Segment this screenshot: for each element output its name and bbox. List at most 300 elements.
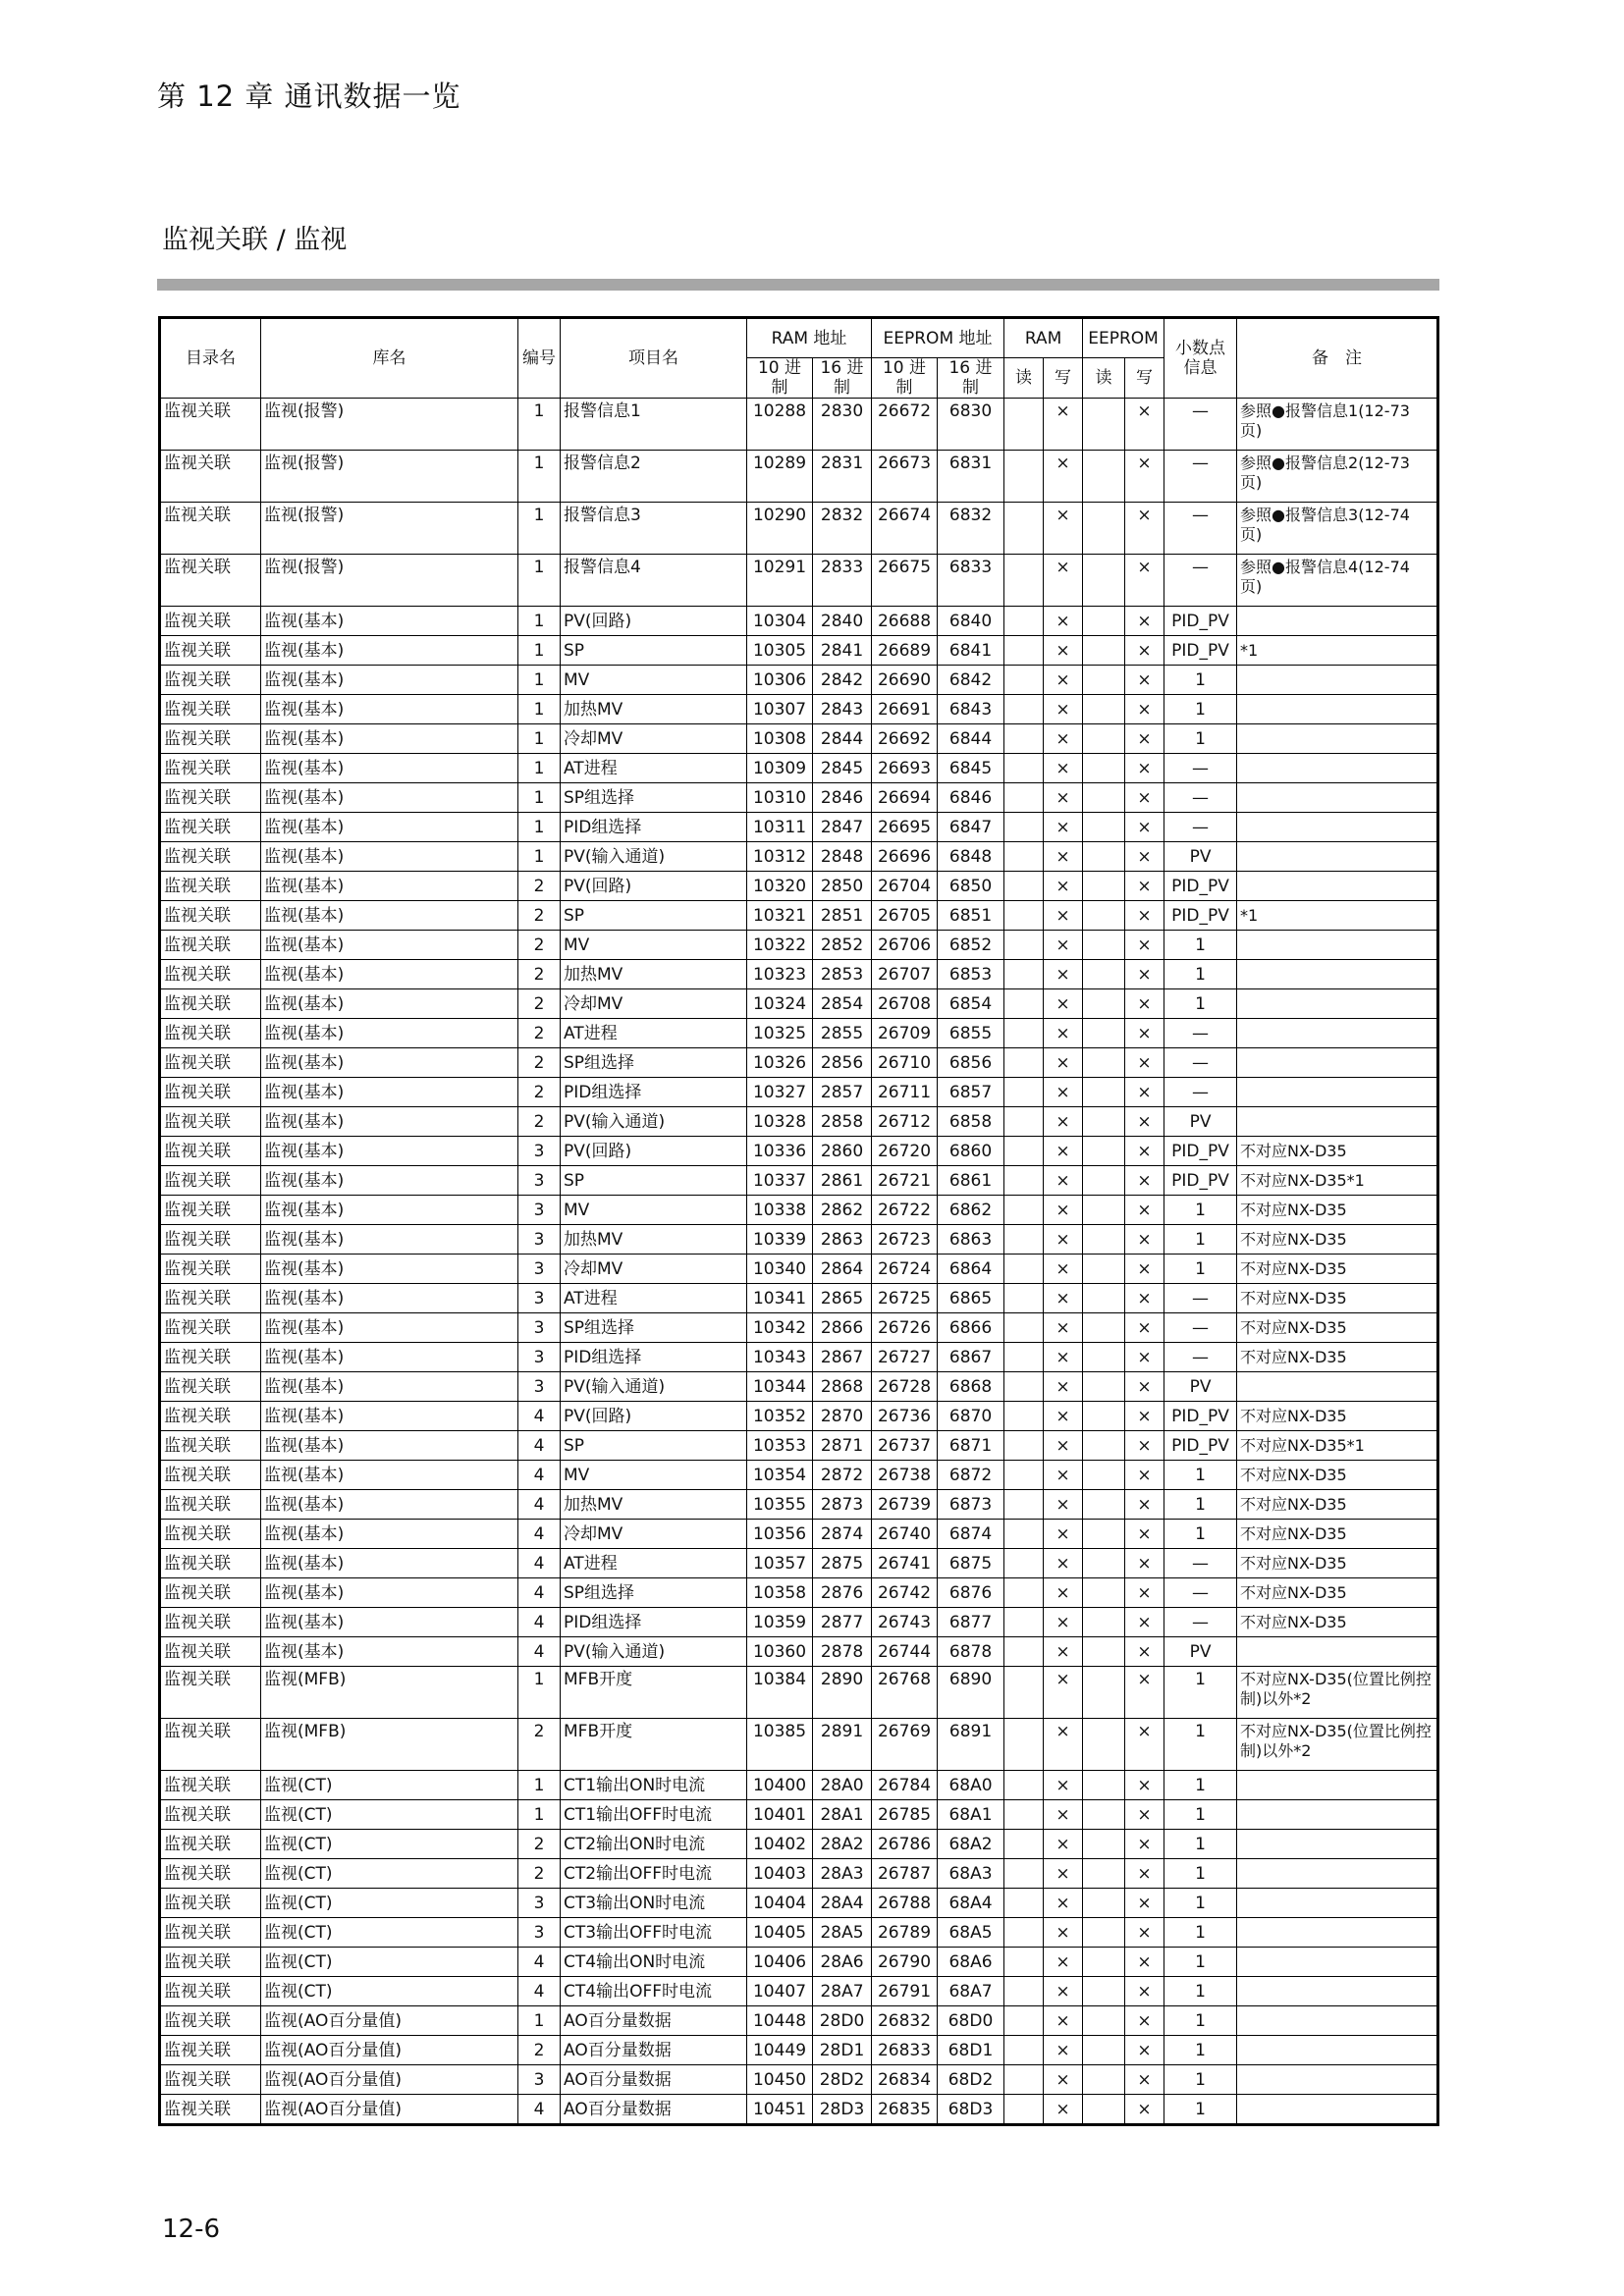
cell-ram-read — [1004, 783, 1044, 813]
cell-decimal: PID_PV — [1164, 636, 1237, 666]
table-row — [160, 1166, 1438, 1196]
cell-ram-hex: 2877 — [813, 1608, 872, 1637]
cell-eeprom-hex: 6874 — [938, 1520, 1004, 1549]
cell-ram-hex: 28D3 — [813, 2095, 872, 2125]
cell-eeprom-read — [1083, 1667, 1125, 1719]
cell-number: 3 — [518, 1225, 561, 1255]
cell-item: PV(回路) — [561, 1137, 747, 1166]
header-eeprom-read: 读 — [1083, 358, 1125, 399]
cell-library: 监视(基本) — [261, 1431, 518, 1461]
cell-remarks: 不对应NX-D35 — [1237, 1343, 1438, 1372]
cell-number: 4 — [518, 1948, 561, 1977]
cell-eeprom-read — [1083, 1019, 1125, 1048]
cell-category: 监视关联 — [160, 1859, 261, 1889]
cell-remarks — [1237, 2065, 1438, 2095]
cell-eeprom-dec: 26704 — [872, 872, 938, 901]
cell-remarks — [1237, 2006, 1438, 2036]
cell-item: AT进程 — [561, 754, 747, 783]
cell-ram-write: × — [1044, 1137, 1083, 1166]
table-row — [160, 1719, 1438, 1771]
cell-eeprom-dec: 26728 — [872, 1372, 938, 1402]
table-row — [160, 1667, 1438, 1719]
cell-ram-read — [1004, 2006, 1044, 2036]
cell-eeprom-read — [1083, 1461, 1125, 1490]
cell-eeprom-dec: 26784 — [872, 1771, 938, 1800]
cell-eeprom-hex: 6870 — [938, 1402, 1004, 1431]
cell-item: PID组选择 — [561, 1608, 747, 1637]
cell-decimal: — — [1164, 1578, 1237, 1608]
chapter-title: 第 12 章 通讯数据一览 — [157, 80, 461, 113]
cell-ram-hex: 2891 — [813, 1719, 872, 1771]
cell-library: 监视(基本) — [261, 1048, 518, 1078]
cell-eeprom-read — [1083, 1402, 1125, 1431]
cell-item: CT2输出OFF时电流 — [561, 1859, 747, 1889]
cell-eeprom-hex: 68A5 — [938, 1918, 1004, 1948]
table-row — [160, 842, 1438, 872]
cell-eeprom-write: × — [1125, 1461, 1164, 1490]
cell-number: 1 — [518, 636, 561, 666]
cell-ram-dec: 10323 — [747, 960, 813, 989]
cell-ram-write: × — [1044, 1800, 1083, 1830]
cell-ram-write: × — [1044, 1977, 1083, 2006]
cell-remarks: 参照●报警信息2(12-73 页) — [1237, 451, 1438, 503]
cell-category: 监视关联 — [160, 1284, 261, 1313]
cell-ram-dec: 10448 — [747, 2006, 813, 2036]
cell-category: 监视关联 — [160, 1225, 261, 1255]
cell-remarks: 不对应NX-D35 — [1237, 1313, 1438, 1343]
cell-library: 监视(基本) — [261, 813, 518, 842]
cell-eeprom-read — [1083, 2036, 1125, 2065]
cell-eeprom-read — [1083, 1977, 1125, 2006]
cell-ram-read — [1004, 1490, 1044, 1520]
cell-eeprom-write: × — [1125, 666, 1164, 695]
cell-ram-hex: 2845 — [813, 754, 872, 783]
cell-number: 4 — [518, 1490, 561, 1520]
cell-ram-dec: 10306 — [747, 666, 813, 695]
cell-eeprom-write: × — [1125, 1667, 1164, 1719]
cell-eeprom-dec: 26726 — [872, 1313, 938, 1343]
cell-eeprom-dec: 26711 — [872, 1078, 938, 1107]
cell-decimal: 1 — [1164, 2036, 1237, 2065]
cell-remarks — [1237, 724, 1438, 754]
cell-eeprom-dec: 26725 — [872, 1284, 938, 1313]
cell-eeprom-write: × — [1125, 1313, 1164, 1343]
section-divider — [157, 279, 1439, 291]
cell-decimal: 1 — [1164, 1196, 1237, 1225]
cell-item: 加热MV — [561, 695, 747, 724]
cell-ram-read — [1004, 1019, 1044, 1048]
cell-item: CT2输出ON时电流 — [561, 1830, 747, 1859]
cell-ram-write: × — [1044, 1313, 1083, 1343]
cell-eeprom-write: × — [1125, 1255, 1164, 1284]
cell-ram-hex: 2847 — [813, 813, 872, 842]
cell-ram-dec: 10322 — [747, 931, 813, 960]
cell-ram-write: × — [1044, 1166, 1083, 1196]
cell-ram-hex: 2862 — [813, 1196, 872, 1225]
cell-ram-dec: 10385 — [747, 1719, 813, 1771]
table-row — [160, 754, 1438, 783]
cell-decimal: PV — [1164, 1637, 1237, 1667]
cell-ram-hex: 28A7 — [813, 1977, 872, 2006]
cell-ram-read — [1004, 960, 1044, 989]
cell-ram-dec: 10450 — [747, 2065, 813, 2095]
cell-number: 1 — [518, 399, 561, 451]
cell-remarks: 不对应NX-D35 — [1237, 1578, 1438, 1608]
cell-ram-write: × — [1044, 666, 1083, 695]
table-row — [160, 1918, 1438, 1948]
cell-category: 监视关联 — [160, 1771, 261, 1800]
cell-decimal: 1 — [1164, 2065, 1237, 2095]
cell-ram-write: × — [1044, 2006, 1083, 2036]
cell-eeprom-read — [1083, 1137, 1125, 1166]
cell-number: 2 — [518, 989, 561, 1019]
cell-number: 3 — [518, 2065, 561, 2095]
cell-eeprom-dec: 26721 — [872, 1166, 938, 1196]
table-row — [160, 1196, 1438, 1225]
cell-ram-read — [1004, 754, 1044, 783]
table-row — [160, 1019, 1438, 1048]
cell-eeprom-read — [1083, 1800, 1125, 1830]
cell-decimal: — — [1164, 1019, 1237, 1048]
cell-item: 冷却MV — [561, 1520, 747, 1549]
cell-eeprom-dec: 26737 — [872, 1431, 938, 1461]
cell-library: 监视(基本) — [261, 960, 518, 989]
cell-eeprom-dec: 26673 — [872, 451, 938, 503]
cell-remarks — [1237, 1078, 1438, 1107]
cell-decimal: 1 — [1164, 2006, 1237, 2036]
cell-ram-hex: 2873 — [813, 1490, 872, 1520]
cell-decimal: 1 — [1164, 1800, 1237, 1830]
cell-eeprom-hex: 6867 — [938, 1343, 1004, 1372]
cell-eeprom-read — [1083, 1343, 1125, 1372]
cell-eeprom-write: × — [1125, 724, 1164, 754]
cell-ram-dec: 10352 — [747, 1402, 813, 1431]
cell-ram-dec: 10340 — [747, 1255, 813, 1284]
cell-ram-read — [1004, 1948, 1044, 1977]
cell-ram-hex: 2846 — [813, 783, 872, 813]
cell-ram-hex: 28A1 — [813, 1800, 872, 1830]
cell-eeprom-dec: 26736 — [872, 1402, 938, 1431]
cell-ram-read — [1004, 1402, 1044, 1431]
cell-remarks: 不对应NX-D35 — [1237, 1520, 1438, 1549]
cell-eeprom-dec: 26695 — [872, 813, 938, 842]
table-row — [160, 1830, 1438, 1859]
table-row — [160, 666, 1438, 695]
cell-ram-dec: 10402 — [747, 1830, 813, 1859]
cell-eeprom-hex: 68A1 — [938, 1800, 1004, 1830]
cell-eeprom-read — [1083, 1313, 1125, 1343]
header-item: 项目名 — [561, 318, 747, 399]
cell-ram-dec: 10311 — [747, 813, 813, 842]
cell-item: SP — [561, 1431, 747, 1461]
cell-remarks — [1237, 1019, 1438, 1048]
cell-library: 监视(基本) — [261, 666, 518, 695]
cell-category: 监视关联 — [160, 1343, 261, 1372]
cell-eeprom-dec: 26723 — [872, 1225, 938, 1255]
cell-eeprom-read — [1083, 1578, 1125, 1608]
cell-eeprom-dec: 26835 — [872, 2095, 938, 2125]
cell-ram-dec: 10407 — [747, 1977, 813, 2006]
cell-ram-write: × — [1044, 1608, 1083, 1637]
table-row — [160, 1578, 1438, 1608]
cell-ram-write: × — [1044, 1225, 1083, 1255]
cell-eeprom-write: × — [1125, 783, 1164, 813]
cell-number: 4 — [518, 1578, 561, 1608]
table-row — [160, 695, 1438, 724]
cell-category: 监视关联 — [160, 1196, 261, 1225]
cell-category: 监视关联 — [160, 636, 261, 666]
cell-decimal: — — [1164, 503, 1237, 555]
cell-eeprom-write: × — [1125, 1078, 1164, 1107]
cell-ram-dec: 10358 — [747, 1578, 813, 1608]
cell-ram-write: × — [1044, 1343, 1083, 1372]
cell-library: 监视(基本) — [261, 1608, 518, 1637]
cell-decimal: 1 — [1164, 695, 1237, 724]
cell-eeprom-dec: 26689 — [872, 636, 938, 666]
cell-ram-hex: 2855 — [813, 1019, 872, 1048]
table-row — [160, 1107, 1438, 1137]
cell-decimal: 1 — [1164, 666, 1237, 695]
cell-ram-hex: 2853 — [813, 960, 872, 989]
cell-eeprom-write: × — [1125, 2006, 1164, 2036]
cell-eeprom-write: × — [1125, 695, 1164, 724]
cell-item: SP组选择 — [561, 1578, 747, 1608]
cell-item: 报警信息1 — [561, 399, 747, 451]
cell-eeprom-write: × — [1125, 931, 1164, 960]
cell-eeprom-dec: 26708 — [872, 989, 938, 1019]
cell-eeprom-hex: 6855 — [938, 1019, 1004, 1048]
cell-library: 监视(基本) — [261, 1225, 518, 1255]
cell-eeprom-dec: 26675 — [872, 555, 938, 607]
cell-item: CT1输出OFF时电流 — [561, 1800, 747, 1830]
cell-item: CT1输出ON时电流 — [561, 1771, 747, 1800]
cell-ram-dec: 10343 — [747, 1343, 813, 1372]
cell-eeprom-write: × — [1125, 1372, 1164, 1402]
cell-eeprom-dec: 26707 — [872, 960, 938, 989]
cell-ram-dec: 10288 — [747, 399, 813, 451]
cell-library: 监视(基本) — [261, 1402, 518, 1431]
cell-category: 监视关联 — [160, 2065, 261, 2095]
cell-ram-hex: 2833 — [813, 555, 872, 607]
cell-remarks: *1 — [1237, 901, 1438, 931]
cell-eeprom-read — [1083, 872, 1125, 901]
cell-ram-dec: 10290 — [747, 503, 813, 555]
cell-item: AT进程 — [561, 1549, 747, 1578]
cell-item: PID组选择 — [561, 813, 747, 842]
cell-eeprom-read — [1083, 1830, 1125, 1859]
cell-category: 监视关联 — [160, 2006, 261, 2036]
header-ram-read: 读 — [1004, 358, 1044, 399]
cell-eeprom-write: × — [1125, 1830, 1164, 1859]
cell-ram-dec: 10355 — [747, 1490, 813, 1520]
cell-ram-write: × — [1044, 1667, 1083, 1719]
cell-eeprom-hex: 6873 — [938, 1490, 1004, 1520]
cell-eeprom-write: × — [1125, 813, 1164, 842]
cell-item: 冷却MV — [561, 724, 747, 754]
cell-item: PV(回路) — [561, 607, 747, 636]
cell-eeprom-write: × — [1125, 1608, 1164, 1637]
cell-library: 监视(AO百分量值) — [261, 2095, 518, 2125]
cell-ram-write: × — [1044, 960, 1083, 989]
cell-ram-dec: 10400 — [747, 1771, 813, 1800]
cell-eeprom-read — [1083, 1225, 1125, 1255]
cell-ram-dec: 10339 — [747, 1225, 813, 1255]
cell-ram-dec: 10449 — [747, 2036, 813, 2065]
cell-category: 监视关联 — [160, 607, 261, 636]
cell-decimal: 1 — [1164, 1667, 1237, 1719]
cell-ram-write: × — [1044, 1918, 1083, 1948]
cell-eeprom-hex: 6846 — [938, 783, 1004, 813]
cell-eeprom-dec: 26788 — [872, 1889, 938, 1918]
cell-ram-read — [1004, 1578, 1044, 1608]
cell-eeprom-dec: 26709 — [872, 1019, 938, 1048]
cell-ram-read — [1004, 2065, 1044, 2095]
cell-library: 监视(报警) — [261, 503, 518, 555]
cell-eeprom-hex: 68A0 — [938, 1771, 1004, 1800]
cell-eeprom-hex: 6844 — [938, 724, 1004, 754]
cell-eeprom-write: × — [1125, 1637, 1164, 1667]
cell-remarks — [1237, 1372, 1438, 1402]
table-row — [160, 783, 1438, 813]
cell-eeprom-write: × — [1125, 1431, 1164, 1461]
cell-ram-dec: 10384 — [747, 1667, 813, 1719]
cell-item: SP — [561, 636, 747, 666]
cell-eeprom-dec: 26712 — [872, 1107, 938, 1137]
cell-ram-write: × — [1044, 842, 1083, 872]
table-row — [160, 1608, 1438, 1637]
cell-ram-read — [1004, 931, 1044, 960]
table-row — [160, 1137, 1438, 1166]
cell-category: 监视关联 — [160, 783, 261, 813]
cell-category: 监视关联 — [160, 503, 261, 555]
cell-item: AO百分量数据 — [561, 2006, 747, 2036]
cell-number: 2 — [518, 1019, 561, 1048]
cell-eeprom-hex: 6891 — [938, 1719, 1004, 1771]
cell-eeprom-read — [1083, 931, 1125, 960]
cell-decimal: 1 — [1164, 1859, 1237, 1889]
header-eeprom-hex: 16 进制 — [938, 358, 1004, 399]
cell-ram-read — [1004, 1107, 1044, 1137]
cell-eeprom-read — [1083, 636, 1125, 666]
cell-item: SP — [561, 901, 747, 931]
cell-ram-write: × — [1044, 1107, 1083, 1137]
cell-category: 监视关联 — [160, 1637, 261, 1667]
cell-eeprom-hex: 6851 — [938, 901, 1004, 931]
cell-remarks: 不对应NX-D35 — [1237, 1255, 1438, 1284]
cell-ram-write: × — [1044, 1520, 1083, 1549]
cell-remarks — [1237, 872, 1438, 901]
cell-number: 3 — [518, 1372, 561, 1402]
cell-library: 监视(基本) — [261, 1520, 518, 1549]
cell-eeprom-write: × — [1125, 1166, 1164, 1196]
cell-ram-read — [1004, 901, 1044, 931]
cell-ram-hex: 28D0 — [813, 2006, 872, 2036]
cell-eeprom-read — [1083, 1771, 1125, 1800]
cell-number: 4 — [518, 2095, 561, 2125]
cell-decimal: 1 — [1164, 1889, 1237, 1918]
cell-ram-read — [1004, 636, 1044, 666]
cell-remarks: 不对应NX-D35(位置比例控制)以外*2 — [1237, 1667, 1438, 1719]
cell-decimal: 1 — [1164, 1520, 1237, 1549]
cell-decimal: PID_PV — [1164, 1166, 1237, 1196]
cell-item: AO百分量数据 — [561, 2065, 747, 2095]
cell-category: 监视关联 — [160, 1490, 261, 1520]
cell-library: 监视(AO百分量值) — [261, 2036, 518, 2065]
cell-ram-dec: 10328 — [747, 1107, 813, 1137]
cell-decimal: 1 — [1164, 1255, 1237, 1284]
cell-eeprom-hex: 6853 — [938, 960, 1004, 989]
cell-ram-read — [1004, 1667, 1044, 1719]
cell-ram-write: × — [1044, 1431, 1083, 1461]
cell-ram-hex: 28A2 — [813, 1830, 872, 1859]
cell-ram-write: × — [1044, 695, 1083, 724]
table-row — [160, 1977, 1438, 2006]
cell-library: 监视(基本) — [261, 1284, 518, 1313]
section-title: 监视关联 / 监视 — [162, 225, 348, 255]
cell-ram-read — [1004, 1284, 1044, 1313]
cell-number: 3 — [518, 1889, 561, 1918]
cell-library: 监视(基本) — [261, 1078, 518, 1107]
cell-number: 2 — [518, 1830, 561, 1859]
cell-item: PV(回路) — [561, 872, 747, 901]
table-body — [160, 399, 1438, 2125]
cell-remarks: 不对应NX-D35*1 — [1237, 1166, 1438, 1196]
cell-ram-hex: 2850 — [813, 872, 872, 901]
cell-ram-read — [1004, 1918, 1044, 1948]
cell-decimal: PID_PV — [1164, 1402, 1237, 1431]
cell-decimal: PID_PV — [1164, 607, 1237, 636]
cell-eeprom-hex: 68A6 — [938, 1948, 1004, 1977]
cell-category: 监视关联 — [160, 1948, 261, 1977]
cell-remarks — [1237, 1889, 1438, 1918]
cell-eeprom-hex: 68A2 — [938, 1830, 1004, 1859]
cell-eeprom-hex: 6831 — [938, 451, 1004, 503]
cell-eeprom-dec: 26694 — [872, 783, 938, 813]
cell-eeprom-read — [1083, 1078, 1125, 1107]
cell-eeprom-dec: 26692 — [872, 724, 938, 754]
cell-ram-hex: 2864 — [813, 1255, 872, 1284]
table-row — [160, 1520, 1438, 1549]
cell-ram-hex: 28A5 — [813, 1918, 872, 1948]
cell-library: 监视(CT) — [261, 1771, 518, 1800]
cell-ram-hex: 2831 — [813, 451, 872, 503]
cell-eeprom-dec: 26787 — [872, 1859, 938, 1889]
cell-number: 2 — [518, 1078, 561, 1107]
cell-ram-read — [1004, 1196, 1044, 1225]
cell-remarks — [1237, 754, 1438, 783]
cell-eeprom-hex: 6868 — [938, 1372, 1004, 1402]
cell-eeprom-read — [1083, 1520, 1125, 1549]
cell-eeprom-hex: 6872 — [938, 1461, 1004, 1490]
cell-ram-read — [1004, 1830, 1044, 1859]
cell-remarks: 不对应NX-D35 — [1237, 1549, 1438, 1578]
cell-ram-read — [1004, 399, 1044, 451]
cell-number: 1 — [518, 555, 561, 607]
table-row — [160, 451, 1438, 503]
cell-ram-dec: 10308 — [747, 724, 813, 754]
cell-ram-dec: 10356 — [747, 1520, 813, 1549]
table-row — [160, 901, 1438, 931]
cell-category: 监视关联 — [160, 666, 261, 695]
cell-category: 监视关联 — [160, 1889, 261, 1918]
cell-ram-dec: 10404 — [747, 1889, 813, 1918]
cell-decimal: PV — [1164, 1372, 1237, 1402]
cell-eeprom-hex: 6862 — [938, 1196, 1004, 1225]
cell-ram-dec: 10353 — [747, 1431, 813, 1461]
cell-ram-dec: 10451 — [747, 2095, 813, 2125]
cell-item: CT3输出OFF时电流 — [561, 1918, 747, 1948]
cell-remarks — [1237, 1948, 1438, 1977]
